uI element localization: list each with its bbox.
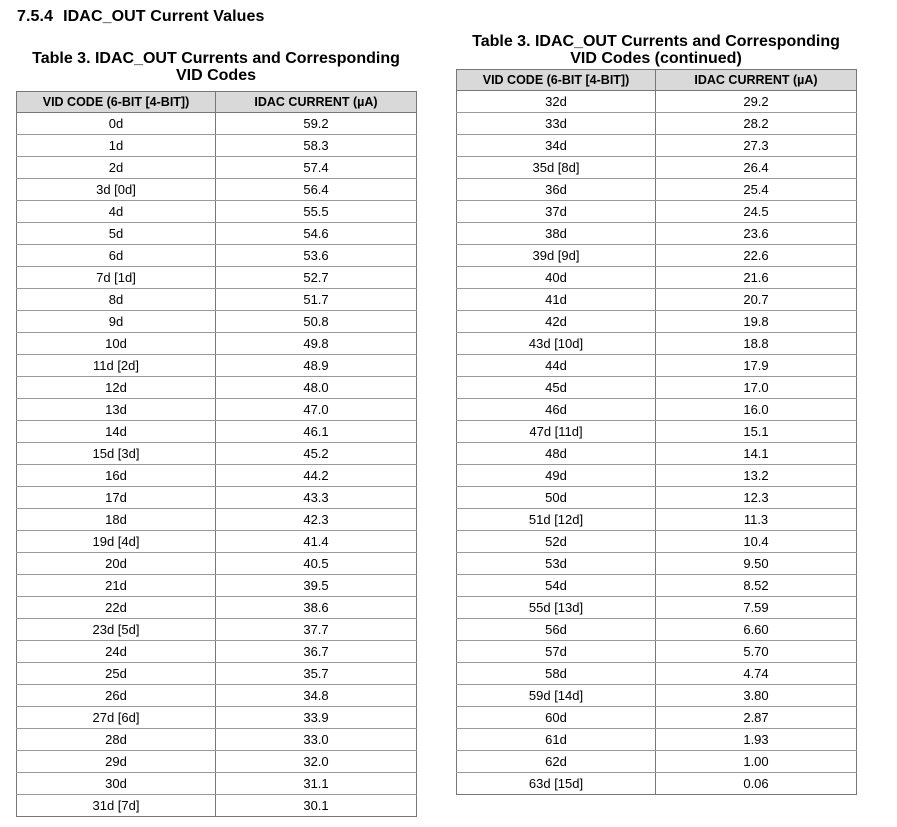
vid-current-table-continued: [456, 69, 857, 795]
idac-current-cell: 48.9: [216, 355, 417, 377]
vid-code-cell: 48d: [457, 443, 656, 465]
table-row: [457, 707, 857, 729]
vid-current-table: [16, 91, 417, 817]
section-title: IDAC_OUT Current Values: [63, 8, 265, 25]
vid-code-cell: 50d: [457, 487, 656, 509]
vid-code-cell: 59d [14d]: [457, 685, 656, 707]
table-row: [457, 377, 857, 399]
idac-current-cell: 29.2: [656, 91, 857, 113]
table-row: [457, 773, 857, 795]
idac-current-cell: 34.8: [216, 685, 417, 707]
table-row: [457, 553, 857, 575]
table-row: [17, 157, 417, 179]
table-row: [17, 795, 417, 817]
idac-current-cell: 40.5: [216, 553, 417, 575]
idac-current-cell: 3.80: [656, 685, 857, 707]
idac-current-cell: 52.7: [216, 267, 417, 289]
vid-code-cell: 1d: [17, 135, 216, 157]
table-body: [17, 113, 417, 817]
table-caption-continued: Table 3. IDAC_OUT Currents and Corresponding VID Codes (continued): [472, 33, 840, 67]
vid-code-cell: 22d: [17, 597, 216, 619]
vid-code-cell: 31d [7d]: [17, 795, 216, 817]
vid-code-cell: 12d: [17, 377, 216, 399]
vid-code-cell: 13d: [17, 399, 216, 421]
vid-code-cell: 54d: [457, 575, 656, 597]
idac-current-cell: 39.5: [216, 575, 417, 597]
vid-code-cell: 57d: [457, 641, 656, 663]
table-row: [17, 355, 417, 377]
idac-current-cell: 32.0: [216, 751, 417, 773]
idac-current-cell: 47.0: [216, 399, 417, 421]
vid-code-cell: 10d: [17, 333, 216, 355]
idac-current-cell: 2.87: [656, 707, 857, 729]
idac-current-cell: 17.9: [656, 355, 857, 377]
table-row: [17, 421, 417, 443]
table-row: [17, 509, 417, 531]
idac-current-cell: 8.52: [656, 575, 857, 597]
vid-code-cell: 14d: [17, 421, 216, 443]
vid-code-cell: 43d [10d]: [457, 333, 656, 355]
idac-current-cell: 54.6: [216, 223, 417, 245]
vid-code-cell: 63d [15d]: [457, 773, 656, 795]
vid-code-cell: 2d: [17, 157, 216, 179]
table-row: [17, 729, 417, 751]
table-row: [17, 113, 417, 135]
table-row: [457, 465, 857, 487]
vid-code-cell: 41d: [457, 289, 656, 311]
vid-code-cell: 9d: [17, 311, 216, 333]
table-row: [17, 443, 417, 465]
idac-current-cell: 14.1: [656, 443, 857, 465]
table-row: [457, 443, 857, 465]
idac-current-cell: 1.93: [656, 729, 857, 751]
table-row: [17, 377, 417, 399]
table-row: [457, 685, 857, 707]
table-row: [17, 619, 417, 641]
idac-current-cell: 4.74: [656, 663, 857, 685]
table-row: [457, 619, 857, 641]
table-row: [457, 245, 857, 267]
table-row: [17, 531, 417, 553]
idac-current-cell: 21.6: [656, 267, 857, 289]
table-header-row: [17, 92, 417, 113]
vid-code-cell: 21d: [17, 575, 216, 597]
vid-code-cell: 44d: [457, 355, 656, 377]
idac-current-cell: 23.6: [656, 223, 857, 245]
vid-code-cell: 5d: [17, 223, 216, 245]
vid-code-cell: 38d: [457, 223, 656, 245]
idac-current-cell: 28.2: [656, 113, 857, 135]
idac-current-cell: 11.3: [656, 509, 857, 531]
vid-code-cell: 20d: [17, 553, 216, 575]
vid-code-cell: 18d: [17, 509, 216, 531]
vid-code-cell: 32d: [457, 91, 656, 113]
idac-current-cell: 58.3: [216, 135, 417, 157]
table-row: [457, 597, 857, 619]
idac-current-cell: 59.2: [216, 113, 417, 135]
table-row: [17, 245, 417, 267]
vid-code-cell: 26d: [17, 685, 216, 707]
table-row: [17, 685, 417, 707]
vid-code-cell: 0d: [17, 113, 216, 135]
vid-code-cell: 60d: [457, 707, 656, 729]
table-row: [457, 223, 857, 245]
vid-code-cell: 27d [6d]: [17, 707, 216, 729]
header-vid-code: VID CODE (6-BIT [4-BIT]): [457, 70, 656, 91]
idac-current-cell: 13.2: [656, 465, 857, 487]
table-row: [17, 399, 417, 421]
table-row: [457, 333, 857, 355]
table-row: [457, 113, 857, 135]
table-row: [17, 201, 417, 223]
idac-current-cell: 25.4: [656, 179, 857, 201]
vid-code-cell: 62d: [457, 751, 656, 773]
table-row: [17, 597, 417, 619]
idac-current-cell: 43.3: [216, 487, 417, 509]
idac-current-cell: 26.4: [656, 157, 857, 179]
table-row: [457, 135, 857, 157]
table-row: [17, 751, 417, 773]
table-row: [457, 267, 857, 289]
idac-current-cell: 5.70: [656, 641, 857, 663]
vid-code-cell: 35d [8d]: [457, 157, 656, 179]
idac-current-cell: 18.8: [656, 333, 857, 355]
idac-current-cell: 48.0: [216, 377, 417, 399]
vid-code-cell: 11d [2d]: [17, 355, 216, 377]
vid-code-cell: 3d [0d]: [17, 179, 216, 201]
table-row: [17, 487, 417, 509]
vid-code-cell: 16d: [17, 465, 216, 487]
idac-current-cell: 45.2: [216, 443, 417, 465]
idac-current-cell: 37.7: [216, 619, 417, 641]
table-row: [457, 751, 857, 773]
idac-current-cell: 15.1: [656, 421, 857, 443]
table-row: [17, 663, 417, 685]
table-row: [17, 333, 417, 355]
vid-code-cell: 53d: [457, 553, 656, 575]
table-row: [457, 421, 857, 443]
vid-code-cell: 49d: [457, 465, 656, 487]
section-heading: [17, 8, 265, 26]
vid-code-cell: 46d: [457, 399, 656, 421]
vid-code-cell: 52d: [457, 531, 656, 553]
vid-code-cell: 25d: [17, 663, 216, 685]
vid-code-cell: 28d: [17, 729, 216, 751]
vid-code-cell: 56d: [457, 619, 656, 641]
table-row: [457, 201, 857, 223]
table-row: [17, 575, 417, 597]
idac-current-cell: 33.9: [216, 707, 417, 729]
idac-current-cell: 6.60: [656, 619, 857, 641]
idac-current-cell: 7.59: [656, 597, 857, 619]
idac-current-cell: 31.1: [216, 773, 417, 795]
vid-code-cell: 30d: [17, 773, 216, 795]
idac-current-cell: 24.5: [656, 201, 857, 223]
vid-code-cell: 19d [4d]: [17, 531, 216, 553]
table-row: [17, 179, 417, 201]
vid-code-cell: 39d [9d]: [457, 245, 656, 267]
table-row: [457, 641, 857, 663]
vid-code-cell: 33d: [457, 113, 656, 135]
table-row: [457, 663, 857, 685]
idac-current-cell: 12.3: [656, 487, 857, 509]
vid-code-cell: 36d: [457, 179, 656, 201]
idac-current-cell: 10.4: [656, 531, 857, 553]
table-row: [457, 91, 857, 113]
vid-code-cell: 40d: [457, 267, 656, 289]
idac-current-cell: 56.4: [216, 179, 417, 201]
idac-current-cell: 16.0: [656, 399, 857, 421]
idac-current-cell: 9.50: [656, 553, 857, 575]
section-number: 7.5.4: [17, 8, 54, 25]
table-row: [457, 355, 857, 377]
vid-table-part-2: [456, 33, 856, 795]
table-row: [457, 487, 857, 509]
vid-code-cell: 24d: [17, 641, 216, 663]
table-row: [17, 289, 417, 311]
table-row: [457, 399, 857, 421]
idac-current-cell: 57.4: [216, 157, 417, 179]
table-row: [17, 267, 417, 289]
vid-code-cell: 15d [3d]: [17, 443, 216, 465]
vid-code-cell: 58d: [457, 663, 656, 685]
vid-code-cell: 34d: [457, 135, 656, 157]
idac-current-cell: 42.3: [216, 509, 417, 531]
vid-code-cell: 29d: [17, 751, 216, 773]
vid-code-cell: 42d: [457, 311, 656, 333]
table-row: [17, 707, 417, 729]
vid-code-cell: 6d: [17, 245, 216, 267]
table-row: [17, 773, 417, 795]
idac-current-cell: 55.5: [216, 201, 417, 223]
idac-current-cell: 17.0: [656, 377, 857, 399]
vid-code-cell: 4d: [17, 201, 216, 223]
idac-current-cell: 19.8: [656, 311, 857, 333]
idac-current-cell: 0.06: [656, 773, 857, 795]
idac-current-cell: 36.7: [216, 641, 417, 663]
idac-current-cell: 33.0: [216, 729, 417, 751]
idac-current-cell: 35.7: [216, 663, 417, 685]
header-idac-current: IDAC CURRENT (µA): [216, 92, 417, 113]
table-row: [457, 531, 857, 553]
vid-table-part-1: [16, 50, 416, 817]
vid-code-cell: 7d [1d]: [17, 267, 216, 289]
table-row: [457, 289, 857, 311]
table-row: [17, 135, 417, 157]
idac-current-cell: 51.7: [216, 289, 417, 311]
vid-code-cell: 51d [12d]: [457, 509, 656, 531]
idac-current-cell: 41.4: [216, 531, 417, 553]
table-row: [17, 223, 417, 245]
vid-code-cell: 47d [11d]: [457, 421, 656, 443]
header-idac-current: IDAC CURRENT (µA): [656, 70, 857, 91]
vid-code-cell: 37d: [457, 201, 656, 223]
table-row: [17, 311, 417, 333]
idac-current-cell: 20.7: [656, 289, 857, 311]
table-row: [457, 509, 857, 531]
table-row: [457, 179, 857, 201]
vid-code-cell: 45d: [457, 377, 656, 399]
table-body: [457, 91, 857, 795]
idac-current-cell: 49.8: [216, 333, 417, 355]
idac-current-cell: 46.1: [216, 421, 417, 443]
idac-current-cell: 53.6: [216, 245, 417, 267]
table-header-row: [457, 70, 857, 91]
idac-current-cell: 1.00: [656, 751, 857, 773]
table-caption: Table 3. IDAC_OUT Currents and Corresponding VID Codes: [32, 50, 400, 84]
vid-code-cell: 55d [13d]: [457, 597, 656, 619]
idac-current-cell: 22.6: [656, 245, 857, 267]
idac-current-cell: 30.1: [216, 795, 417, 817]
table-row: [457, 157, 857, 179]
vid-code-cell: 23d [5d]: [17, 619, 216, 641]
table-row: [17, 641, 417, 663]
table-row: [17, 553, 417, 575]
table-row: [457, 311, 857, 333]
table-row: [457, 575, 857, 597]
idac-current-cell: 50.8: [216, 311, 417, 333]
vid-code-cell: 17d: [17, 487, 216, 509]
idac-current-cell: 38.6: [216, 597, 417, 619]
vid-code-cell: 61d: [457, 729, 656, 751]
header-vid-code: VID CODE (6-BIT [4-BIT]): [17, 92, 216, 113]
table-row: [457, 729, 857, 751]
vid-code-cell: 8d: [17, 289, 216, 311]
idac-current-cell: 27.3: [656, 135, 857, 157]
idac-current-cell: 44.2: [216, 465, 417, 487]
table-row: [17, 465, 417, 487]
